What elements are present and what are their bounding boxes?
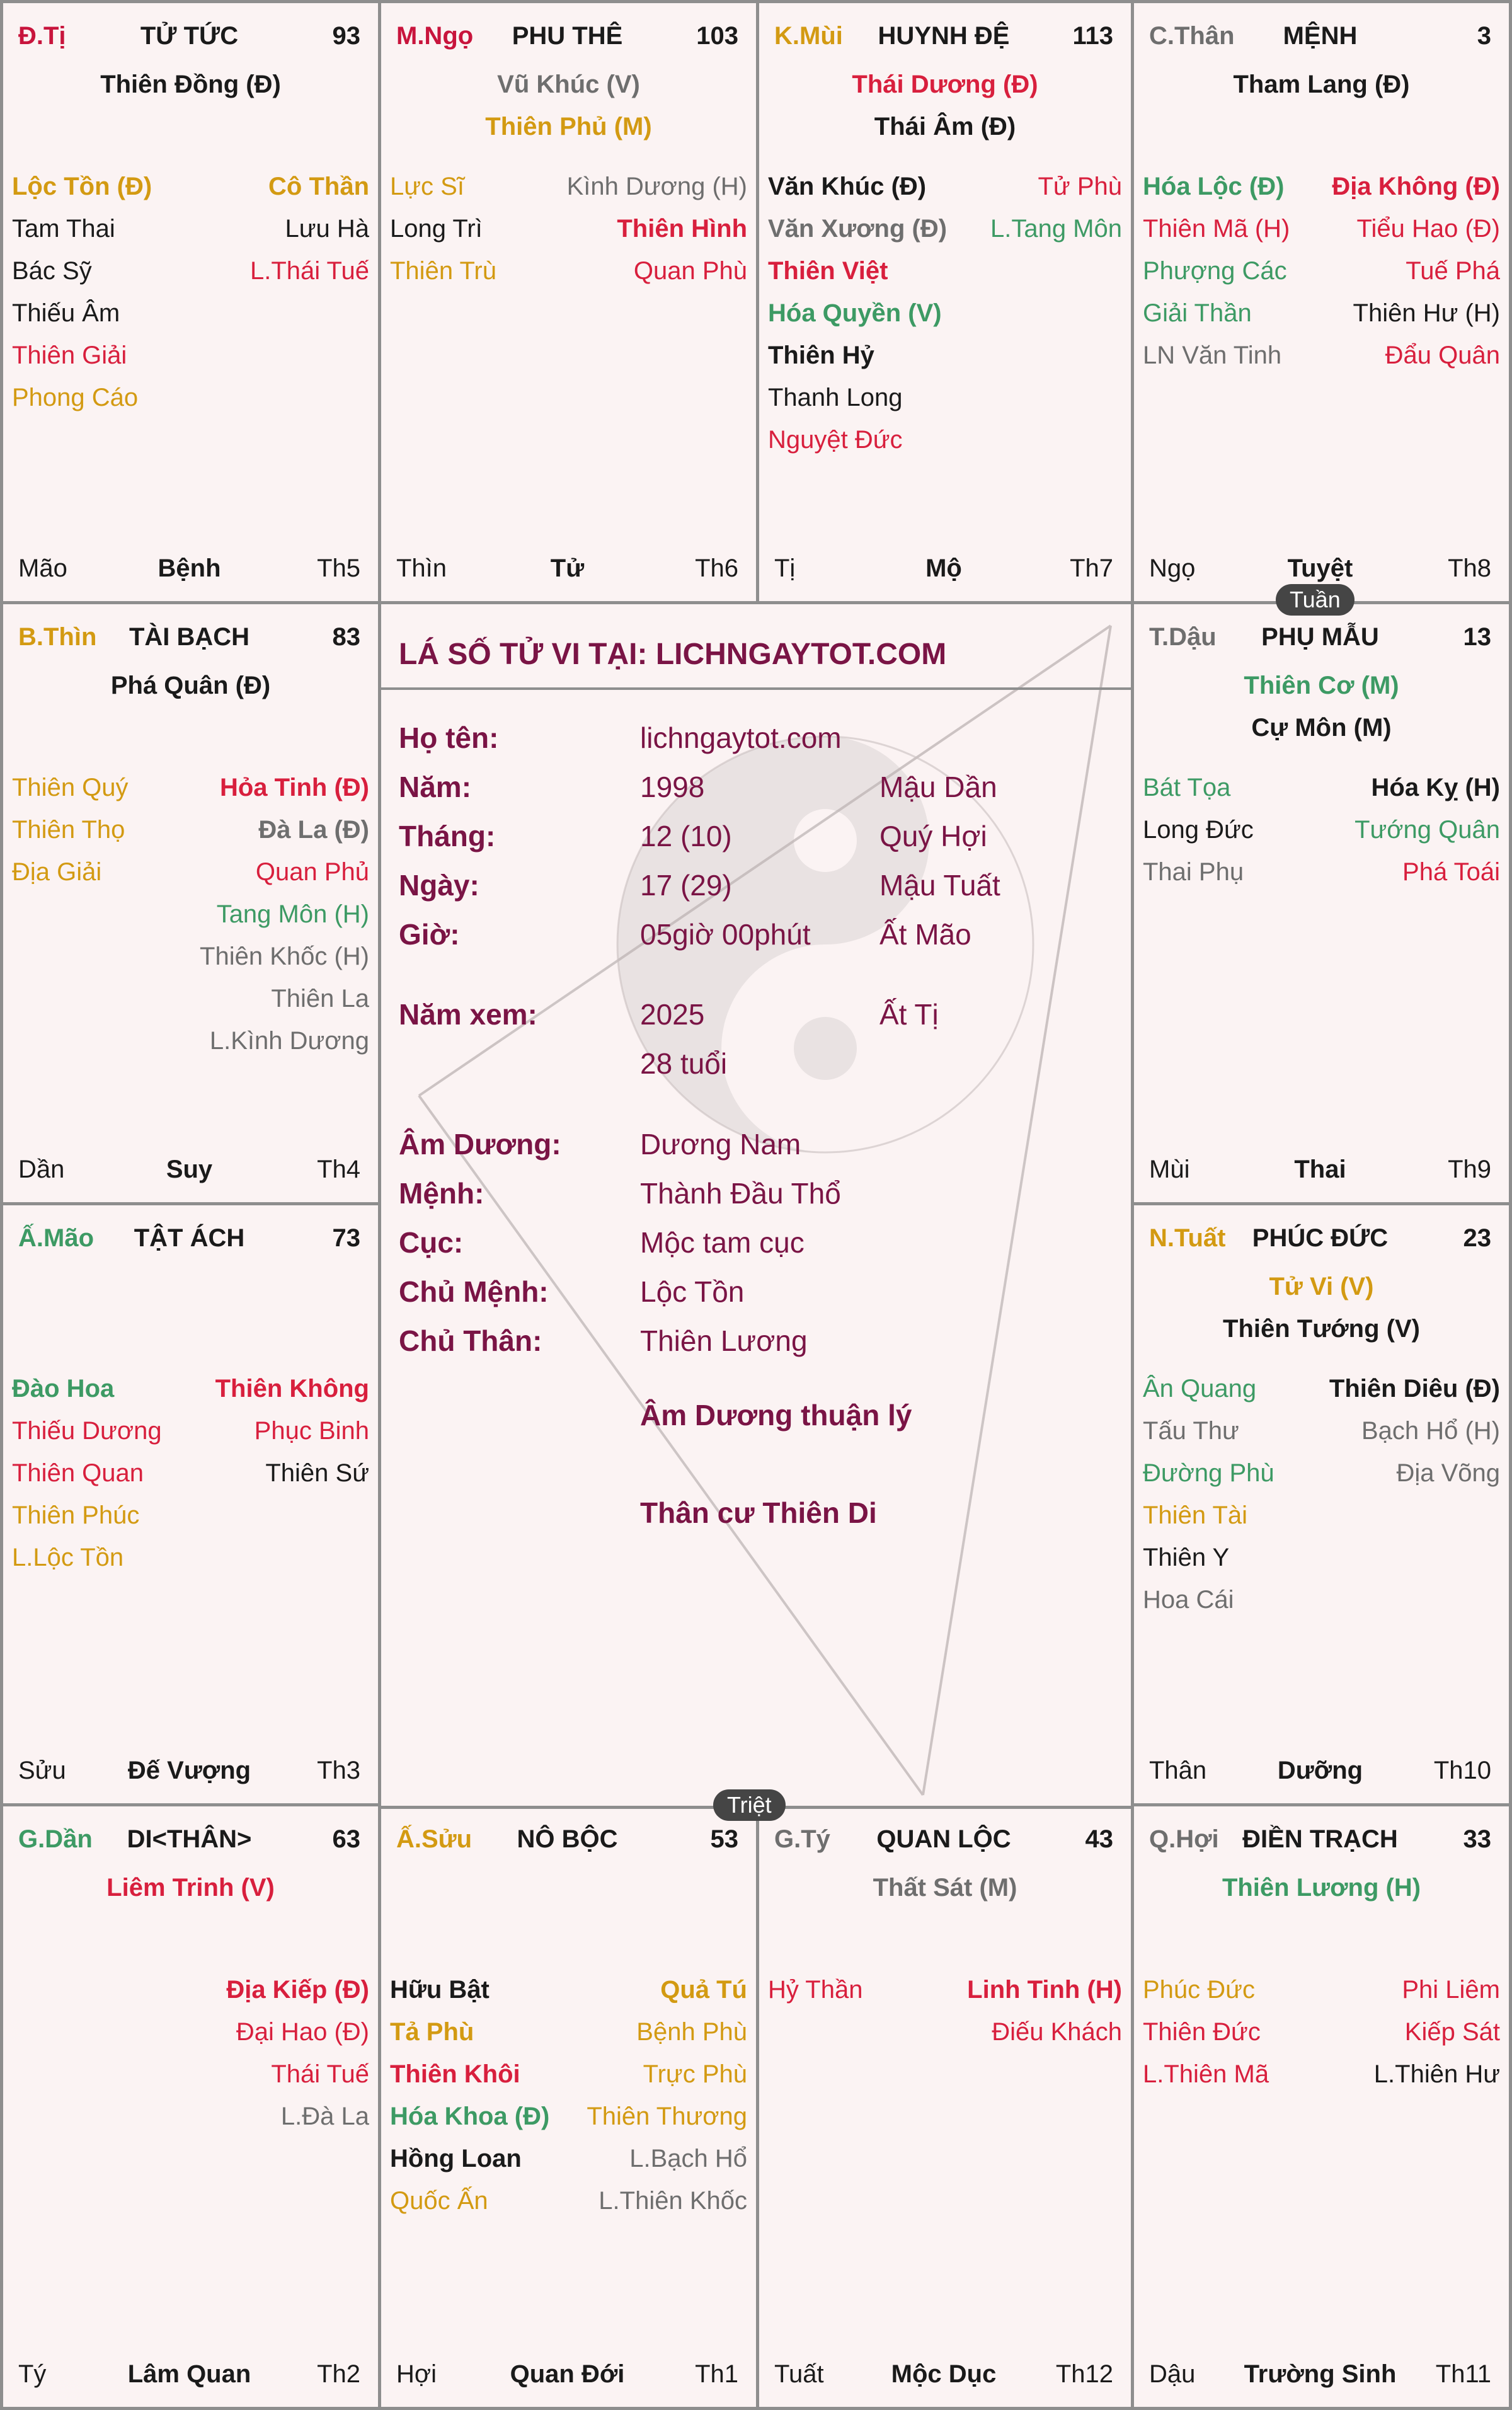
info-value: Lộc Tồn xyxy=(640,1275,745,1308)
palace-number: 3 xyxy=(1477,22,1491,50)
info-label: Cục: xyxy=(399,1226,464,1259)
main-star: Vũ Khúc (V) xyxy=(497,71,640,98)
palace-tuat xyxy=(1134,1205,1509,1806)
minor-star-right: Thiên Không xyxy=(215,1375,369,1403)
minor-star-left: LN Văn Tinh xyxy=(1143,341,1282,369)
palace-branch: Mùi xyxy=(1149,1156,1190,1183)
minor-star-left: Thiên Trù xyxy=(390,257,496,285)
palace-number: 63 xyxy=(332,1825,360,1853)
minor-star-left: Thiên Khôi xyxy=(390,2060,520,2088)
info-value: Thành Đầu Thổ xyxy=(640,1177,841,1210)
minor-star-left: Thiên Hỷ xyxy=(768,341,874,369)
minor-star-left: Thiên Thọ xyxy=(12,816,125,844)
palace-name: HUYNH ĐỆ xyxy=(878,22,1010,50)
life-stage: Tuyệt xyxy=(1287,554,1353,582)
palace-header xyxy=(1149,22,1491,56)
main-stars xyxy=(3,64,378,106)
palace-header xyxy=(396,22,738,56)
info-value: 28 tuổi xyxy=(640,1047,728,1080)
palace-branch: Dậu xyxy=(1149,2360,1196,2388)
life-stage: Lâm Quan xyxy=(127,2360,251,2388)
main-stars xyxy=(759,1867,1131,1909)
palace-month: Th4 xyxy=(317,1156,360,1183)
minor-star-left: Ân Quang xyxy=(1143,1375,1257,1403)
palace-branch: Thìn xyxy=(396,554,447,582)
palace-number: 43 xyxy=(1085,1825,1113,1853)
minor-star-right: Tướng Quân xyxy=(1354,816,1500,844)
main-stars xyxy=(1134,665,1509,749)
minor-star-right: Tử Phù xyxy=(1038,173,1122,200)
minor-star-right: L.Tang Môn xyxy=(990,215,1122,243)
minor-star-right: Tang Môn (H) xyxy=(216,900,369,928)
palace-header xyxy=(18,22,360,56)
minor-star-left: Hồng Loan xyxy=(390,2145,522,2172)
center-title: LÁ SỐ TỬ VI TẠI: LICHNGAYTOT.COM xyxy=(399,638,947,671)
info-value: Dương Nam xyxy=(640,1128,801,1161)
minor-star-right: Phi Liêm xyxy=(1402,1976,1500,2004)
minor-star-left: Bác Sỹ xyxy=(12,257,92,285)
palace-branch: Tý xyxy=(18,2360,47,2388)
minor-star-right: Quan Phù xyxy=(633,257,747,285)
palace-footer xyxy=(18,2360,360,2392)
main-star: Thiên Tướng (V) xyxy=(1223,1315,1420,1343)
minor-star-right: Quả Tú xyxy=(660,1976,747,2004)
palace-footer xyxy=(1149,2360,1491,2392)
center-info-panel xyxy=(381,604,1134,1809)
main-star: Thiên Cơ (M) xyxy=(1244,672,1399,699)
info-label: Mệnh: xyxy=(399,1177,484,1210)
life-stage: Đế Vượng xyxy=(127,1757,251,1784)
palace-number: 93 xyxy=(332,22,360,50)
minor-star-left: Thiên Đức xyxy=(1143,2018,1261,2046)
minor-star-left: Đào Hoa xyxy=(12,1375,115,1403)
info-value: 1998 xyxy=(640,771,705,803)
info-value: 2025 xyxy=(640,998,705,1031)
palace-can-chi: N.Tuất xyxy=(1149,1224,1226,1252)
main-stars xyxy=(1134,1266,1509,1350)
main-star: Thiên Lương (H) xyxy=(1222,1874,1421,1902)
minor-star-left: Địa Giải xyxy=(12,858,102,886)
palace-header xyxy=(774,22,1113,56)
palace-month: Th7 xyxy=(1070,554,1113,582)
tuan-tag: Tuần xyxy=(1276,584,1354,616)
palace-footer xyxy=(18,1757,360,1788)
minor-star-right: Đại Hao (Đ) xyxy=(236,2018,369,2046)
minor-star-left: Thiên Phúc xyxy=(12,1501,140,1529)
palace-number: 83 xyxy=(332,623,360,651)
palace-name: ĐIỀN TRẠCH xyxy=(1242,1825,1398,1853)
minor-star-left: Tả Phù xyxy=(390,2018,474,2046)
palace-footer xyxy=(1149,1156,1491,1187)
main-star: Thiên Đồng (Đ) xyxy=(100,71,281,98)
palace-number: 23 xyxy=(1463,1224,1491,1252)
palace-dan xyxy=(3,1806,381,2407)
minor-star-left: Lộc Tồn (Đ) xyxy=(12,173,152,200)
minor-star-left: Hữu Bật xyxy=(390,1976,490,2004)
palace-number: 113 xyxy=(1072,22,1113,50)
main-star: Thiên Phủ (M) xyxy=(485,113,652,141)
palace-can-chi: C.Thân xyxy=(1149,22,1235,50)
minor-star-right: Địa Không (Đ) xyxy=(1332,173,1500,200)
info-value: Mộc tam cục xyxy=(640,1226,805,1259)
palace-name: TÀI BẠCH xyxy=(129,623,250,651)
palace-branch: Hợi xyxy=(396,2360,437,2388)
minor-star-left: Giải Thần xyxy=(1143,299,1252,327)
minor-star-right: L.Đà La xyxy=(280,2103,369,2130)
palace-name: TẬT ÁCH xyxy=(134,1224,245,1252)
minor-star-right: Thái Tuế xyxy=(271,2060,369,2088)
note-am-duong: Âm Dương thuận lý xyxy=(640,1399,912,1432)
palace-number: 53 xyxy=(710,1825,738,1853)
palace-month: Th9 xyxy=(1448,1156,1491,1183)
info-label: Năm xem: xyxy=(399,998,537,1031)
palace-month: Th2 xyxy=(317,2360,360,2388)
minor-star-right: Cô Thần xyxy=(268,173,369,200)
minor-star-right: Kình Dương (H) xyxy=(566,173,747,200)
minor-star-left: Hỷ Thần xyxy=(768,1976,863,2004)
life-stage: Tử xyxy=(550,554,585,582)
palace-dau xyxy=(1134,604,1509,1205)
minor-star-right: Điếu Khách xyxy=(992,2018,1122,2046)
minor-star-right: Thiên Khốc (H) xyxy=(200,943,369,970)
palace-branch: Tị xyxy=(774,554,796,582)
palace-footer xyxy=(774,554,1113,586)
minor-star-left: Thiếu Âm xyxy=(12,299,120,327)
palace-footer xyxy=(396,2360,738,2392)
palace-month: Th5 xyxy=(317,554,360,582)
palace-month: Th10 xyxy=(1433,1757,1491,1784)
info-value: 17 (29) xyxy=(640,869,732,902)
info-value: Thiên Lương xyxy=(640,1324,808,1357)
minor-star-left: Hóa Lộc (Đ) xyxy=(1143,173,1285,200)
life-stage: Bệnh xyxy=(158,554,221,582)
minor-star-right: Đẩu Quân xyxy=(1385,341,1500,369)
palace-month: Th3 xyxy=(317,1757,360,1784)
life-stage: Mộ xyxy=(925,554,962,582)
main-star: Phá Quân (Đ) xyxy=(110,672,271,699)
minor-star-right: Trực Phù xyxy=(643,2060,747,2088)
minor-star-left: Long Đức xyxy=(1143,816,1254,844)
palace-footer xyxy=(396,554,738,586)
palace-header xyxy=(18,623,360,657)
life-stage: Suy xyxy=(166,1156,213,1183)
minor-star-left: Hoa Cái xyxy=(1143,1586,1234,1614)
minor-star-right: L.Thiên Hư xyxy=(1373,2060,1500,2088)
main-stars xyxy=(3,1867,378,1909)
minor-star-right: Thiên La xyxy=(271,985,369,1013)
info-value-can-chi: Mậu Dần xyxy=(879,771,997,803)
info-label: Tháng: xyxy=(399,820,496,852)
info-value: 12 (10) xyxy=(640,820,732,852)
info-value-can-chi: Ất Mão xyxy=(879,918,971,951)
palace-name: QUAN LỘC xyxy=(876,1825,1011,1853)
minor-star-left: Phượng Các xyxy=(1143,257,1287,285)
minor-star-right: L.Thiên Khốc xyxy=(598,2187,747,2215)
palace-footer xyxy=(774,2360,1113,2392)
palace-can-chi: Q.Hợi xyxy=(1149,1825,1219,1853)
minor-star-right: Địa Kiếp (Đ) xyxy=(226,1976,369,2004)
minor-star-left: Phong Cáo xyxy=(12,384,139,411)
palace-can-chi: Ấ.Sửu xyxy=(396,1825,472,1853)
palace-mui xyxy=(759,3,1134,604)
palace-header xyxy=(1149,1224,1491,1258)
minor-star-left: Hóa Quyền (V) xyxy=(768,299,942,327)
minor-star-left: Thiên Việt xyxy=(768,257,888,285)
palace-name: PHỤ MẪU xyxy=(1261,623,1379,651)
palace-branch: Dần xyxy=(18,1156,65,1183)
main-star: Thái Âm (Đ) xyxy=(874,113,1016,141)
info-label: Năm: xyxy=(399,771,472,803)
minor-star-left: Quốc Ấn xyxy=(390,2187,488,2215)
palace-can-chi: G.Tý xyxy=(774,1825,830,1853)
minor-star-right: Kiếp Sát xyxy=(1404,2018,1500,2046)
info-value: lichngaytot.com xyxy=(640,721,842,754)
main-star: Cự Môn (M) xyxy=(1251,714,1392,742)
minor-star-right: Thiên Sứ xyxy=(265,1459,369,1487)
minor-star-right: Quan Phủ xyxy=(255,858,369,886)
palace-can-chi: K.Mùi xyxy=(774,22,843,50)
palace-branch: Ngọ xyxy=(1149,554,1196,582)
main-star: Thái Dương (Đ) xyxy=(852,71,1038,98)
palace-can-chi: G.Dần xyxy=(18,1825,93,1853)
main-stars xyxy=(1134,1867,1509,1909)
minor-star-left: Thai Phụ xyxy=(1143,858,1244,886)
main-stars xyxy=(1134,64,1509,106)
minor-star-left: Đường Phù xyxy=(1143,1459,1274,1487)
palace-month: Th1 xyxy=(695,2360,738,2388)
minor-star-right: Phục Binh xyxy=(254,1417,369,1445)
main-star: Thất Sát (M) xyxy=(873,1874,1017,1902)
minor-star-right: Hỏa Tinh (Đ) xyxy=(219,774,369,801)
minor-star-left: Thiên Tài xyxy=(1143,1501,1248,1529)
minor-star-left: Tam Thai xyxy=(12,215,115,243)
main-star: Tử Vi (V) xyxy=(1269,1273,1374,1300)
divider xyxy=(381,687,1131,690)
palace-header xyxy=(1149,1825,1491,1859)
minor-star-left: Bát Tọa xyxy=(1143,774,1231,801)
minor-star-right: L.Bạch Hổ xyxy=(629,2145,747,2172)
palace-header xyxy=(18,1224,360,1258)
info-label: Chủ Thân: xyxy=(399,1324,542,1357)
minor-star-left: Thiếu Dương xyxy=(12,1417,162,1445)
minor-star-right: Thiên Hư (H) xyxy=(1353,299,1500,327)
palace-branch: Thân xyxy=(1149,1757,1207,1784)
palace-branch: Mão xyxy=(18,554,67,582)
minor-star-right: Linh Tinh (H) xyxy=(967,1976,1122,2004)
palace-than xyxy=(1134,3,1509,604)
palace-header xyxy=(18,1825,360,1859)
info-label: Giờ: xyxy=(399,918,460,951)
palace-branch: Tuất xyxy=(774,2360,824,2388)
triet-tag: Triệt xyxy=(713,1789,786,1821)
palace-header xyxy=(774,1825,1113,1859)
info-label: Ngày: xyxy=(399,869,479,902)
palace-name: DI<THÂN> xyxy=(127,1825,252,1853)
info-value-can-chi: Ất Tị xyxy=(879,998,939,1031)
info-label: Âm Dương: xyxy=(399,1128,561,1161)
palace-month: Th8 xyxy=(1448,554,1491,582)
palace-number: 33 xyxy=(1463,1825,1491,1853)
info-label: Họ tên: xyxy=(399,721,499,754)
minor-star-right: Thiên Diêu (Đ) xyxy=(1329,1375,1500,1403)
info-value: 05giờ 00phút xyxy=(640,918,811,951)
palace-number: 103 xyxy=(696,22,738,50)
minor-star-right: Bạch Hổ (H) xyxy=(1361,1417,1500,1445)
minor-star-right: Đà La (Đ) xyxy=(258,816,369,844)
palace-can-chi: T.Dậu xyxy=(1149,623,1217,651)
palace-footer xyxy=(1149,1757,1491,1788)
minor-star-left: L.Lộc Tồn xyxy=(12,1544,124,1571)
life-stage: Mộc Dục xyxy=(891,2360,997,2388)
main-stars xyxy=(759,64,1131,148)
palace-footer xyxy=(1149,554,1491,586)
minor-star-left: Lực Sĩ xyxy=(390,173,464,200)
palace-name: MỆNH xyxy=(1283,22,1358,50)
minor-star-left: Hóa Khoa (Đ) xyxy=(390,2103,550,2130)
info-label: Chủ Mệnh: xyxy=(399,1275,549,1308)
minor-star-right: Thiên Thương xyxy=(587,2103,747,2130)
main-stars xyxy=(381,64,756,148)
minor-star-right: Tuế Phá xyxy=(1406,257,1500,285)
minor-star-right: Phá Toái xyxy=(1402,858,1500,886)
minor-star-right: Tiểu Hao (Đ) xyxy=(1356,215,1500,243)
palace-hoi xyxy=(1134,1806,1509,2407)
minor-star-left: Thiên Quan xyxy=(12,1459,144,1487)
main-stars xyxy=(3,665,378,707)
minor-star-left: Thanh Long xyxy=(768,384,903,411)
life-stage: Dưỡng xyxy=(1277,1757,1363,1784)
palace-number: 73 xyxy=(332,1224,360,1252)
minor-star-left: Long Trì xyxy=(390,215,483,243)
minor-star-left: Thiên Giải xyxy=(12,341,127,369)
palace-can-chi: Đ.Tị xyxy=(18,22,66,50)
life-stage: Thai xyxy=(1294,1156,1346,1183)
palace-name: PHU THÊ xyxy=(512,22,623,50)
palace-ti xyxy=(3,3,381,604)
life-stage: Trường Sinh xyxy=(1244,2360,1397,2388)
palace-can-chi: B.Thìn xyxy=(18,623,97,651)
palace-name: TỬ TỨC xyxy=(140,22,239,50)
minor-star-left: Phúc Đức xyxy=(1143,1976,1255,2004)
minor-star-right: Thiên Hình xyxy=(617,215,747,243)
palace-ty xyxy=(759,1806,1134,2407)
minor-star-right: L.Kình Dương xyxy=(209,1027,369,1055)
minor-star-left: Thiên Quý xyxy=(12,774,129,801)
minor-star-left: Thiên Y xyxy=(1143,1544,1230,1571)
palace-branch: Sửu xyxy=(18,1757,66,1784)
palace-can-chi: Ấ.Mão xyxy=(18,1224,94,1252)
note-than-cu: Thân cư Thiên Di xyxy=(640,1496,877,1529)
palace-footer xyxy=(18,1156,360,1187)
main-star: Tham Lang (Đ) xyxy=(1233,71,1410,98)
minor-star-left: Nguyệt Đức xyxy=(768,426,903,454)
palace-suu xyxy=(381,1806,759,2407)
palace-thin xyxy=(3,604,381,1205)
info-value-can-chi: Quý Hợi xyxy=(879,820,987,852)
palace-header xyxy=(1149,623,1491,657)
minor-star-left: L.Thiên Mã xyxy=(1143,2060,1269,2088)
minor-star-left: Thiên Mã (H) xyxy=(1143,215,1290,243)
minor-star-right: Lưu Hà xyxy=(285,215,369,243)
minor-star-left: Tấu Thư xyxy=(1143,1417,1239,1445)
palace-month: Th12 xyxy=(1055,2360,1113,2388)
palace-month: Th6 xyxy=(695,554,738,582)
palace-mao xyxy=(3,1205,381,1806)
palace-name: PHÚC ĐỨC xyxy=(1252,1224,1389,1252)
minor-star-right: Bệnh Phù xyxy=(636,2018,747,2046)
life-stage: Quan Đới xyxy=(510,2360,625,2388)
palace-month: Th11 xyxy=(1435,2360,1491,2388)
palace-footer xyxy=(18,554,360,586)
minor-star-right: Địa Võng xyxy=(1396,1459,1500,1487)
info-value-can-chi: Mậu Tuất xyxy=(879,869,1000,902)
minor-star-left: Văn Xương (Đ) xyxy=(768,215,948,243)
main-star: Liêm Trinh (V) xyxy=(106,1874,275,1902)
minor-star-left: Văn Khúc (Đ) xyxy=(768,173,927,200)
palace-name: NÔ BỘC xyxy=(517,1825,618,1853)
minor-star-right: Hóa Kỵ (H) xyxy=(1371,774,1500,801)
palace-number: 13 xyxy=(1463,623,1491,651)
palace-ngo xyxy=(381,3,759,604)
palace-header xyxy=(396,1825,738,1859)
palace-can-chi: M.Ngọ xyxy=(396,22,474,50)
minor-star-right: L.Thái Tuế xyxy=(249,257,369,285)
